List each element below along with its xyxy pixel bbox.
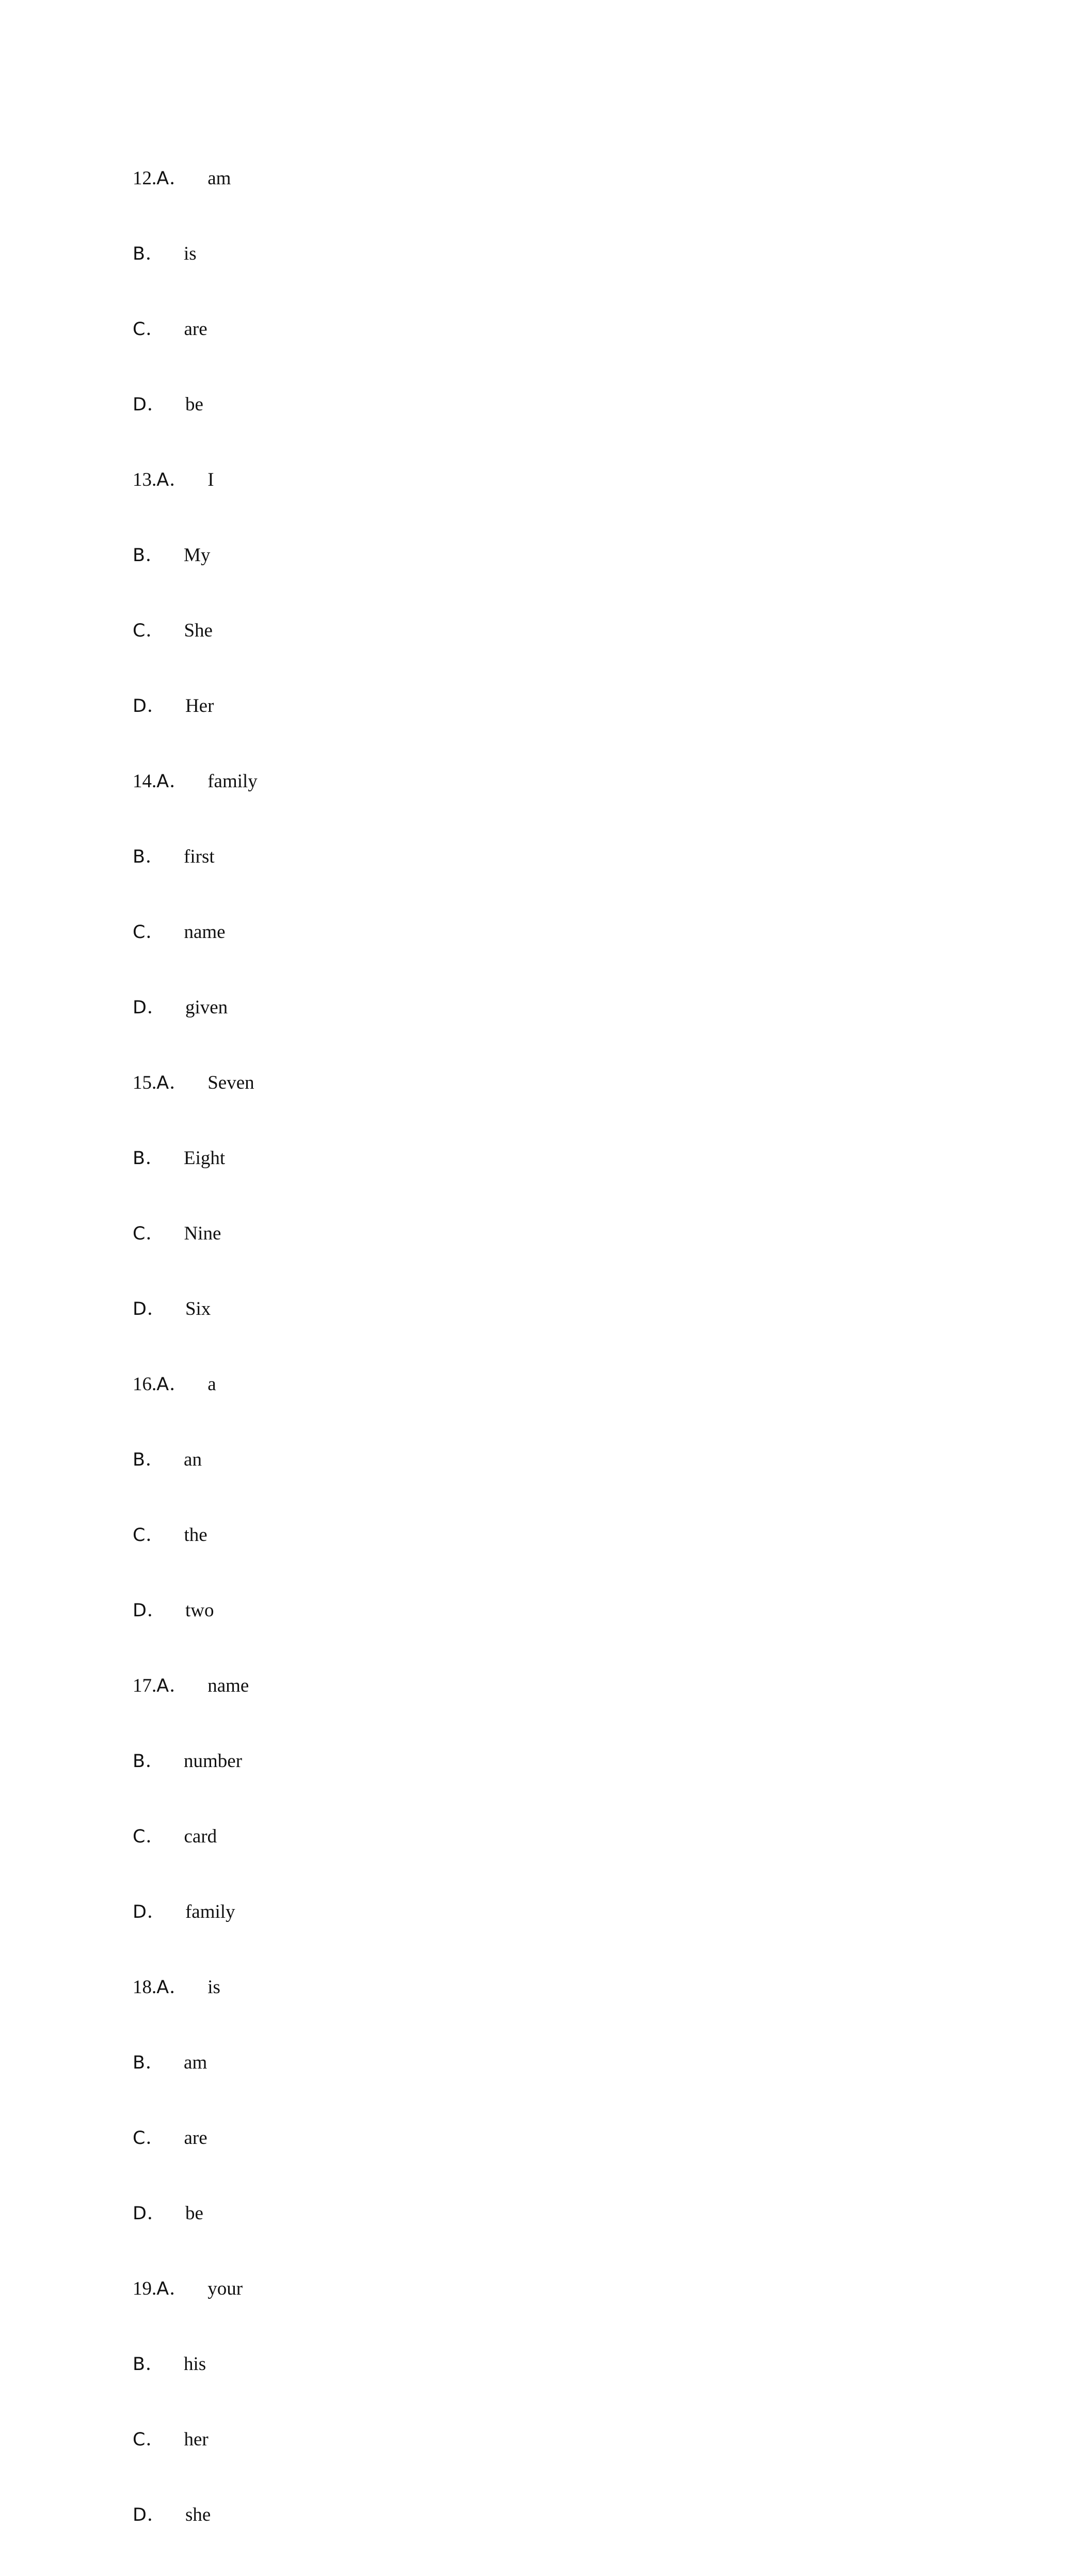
question-3-option-c [133, 1219, 258, 1295]
question-4-option-d [133, 1596, 258, 1672]
option-letter: A [156, 2279, 170, 2299]
option-separator: ． [147, 2203, 165, 2224]
question-5-option-a [133, 1672, 258, 1747]
option-letter: B [133, 545, 146, 566]
option-text: Nine [184, 1223, 221, 1244]
option-letter: A [156, 1977, 170, 1998]
option-separator: ． [169, 470, 188, 490]
option-letter: D [133, 997, 147, 1018]
option-separator: ． [147, 1299, 165, 1319]
option-separator: ． [146, 1450, 164, 1470]
question-2-option-d [133, 993, 258, 1069]
option-text: the [184, 1524, 207, 1546]
option-letter: C [133, 319, 146, 340]
question-7-option-d [133, 2501, 258, 2576]
option-text: are [184, 2127, 207, 2149]
option-text: number [184, 1751, 243, 1772]
option-letter: D [133, 696, 147, 717]
question-number: 16. [133, 1374, 157, 1395]
option-separator: ． [169, 168, 188, 189]
option-separator: ． [146, 1525, 164, 1546]
option-text: Her [185, 695, 214, 717]
option-letter: D [133, 1299, 147, 1319]
question-6-option-c [133, 2124, 258, 2199]
question-3-option-d [133, 1295, 258, 1370]
question-number: 15. [133, 1072, 157, 1093]
option-separator: ． [146, 1223, 164, 1244]
option-separator: ． [146, 621, 164, 641]
option-separator: ． [146, 2053, 164, 2073]
question-3-option-b [133, 1144, 258, 1219]
option-text: am [184, 2052, 207, 2073]
option-letter: B [133, 1751, 146, 1772]
option-separator: ． [146, 1148, 164, 1169]
question-number: 18. [133, 1977, 157, 1998]
option-text: family [207, 771, 258, 792]
option-separator: ． [169, 2279, 188, 2299]
option-separator: ． [146, 1751, 164, 1772]
option-text: Six [185, 1298, 211, 1319]
option-text: be [185, 394, 203, 415]
question-5-option-b [133, 1747, 258, 1822]
option-separator: ． [169, 1073, 188, 1093]
question-3-option-a [133, 1069, 258, 1144]
option-separator: ． [146, 2429, 164, 2450]
option-text: two [185, 1600, 214, 1621]
option-text: is [184, 243, 197, 264]
option-separator: ． [146, 922, 164, 943]
option-text: his [184, 2354, 206, 2375]
option-letter: B [133, 2053, 146, 2073]
question-7-option-a [133, 2275, 258, 2350]
question-2-option-a [133, 767, 258, 842]
option-letter: A [156, 1676, 170, 1696]
option-separator: ． [169, 1676, 188, 1696]
question-4-option-a [133, 1370, 258, 1445]
option-letter: C [133, 621, 146, 641]
option-letter: A [156, 168, 170, 189]
option-text: card [184, 1826, 217, 1847]
question-number: 17. [133, 1675, 157, 1696]
option-letter: B [133, 1450, 146, 1470]
question-7-option-b [133, 2350, 258, 2425]
option-letter: B [133, 244, 146, 264]
option-separator: ． [147, 394, 165, 415]
option-text: My [184, 545, 211, 566]
option-letter: C [133, 1525, 146, 1546]
option-letter: C [133, 2128, 146, 2149]
option-text: am [207, 168, 231, 189]
option-text: name [207, 1675, 249, 1696]
option-separator: ． [146, 244, 164, 264]
option-text: an [184, 1449, 202, 1470]
option-letter: D [133, 2203, 147, 2224]
option-separator: ． [147, 2505, 165, 2525]
question-1-option-d [133, 692, 258, 767]
option-text: name [184, 921, 226, 943]
option-text: first [184, 846, 215, 867]
option-letter: C [133, 1826, 146, 1847]
option-text: Eight [184, 1148, 226, 1169]
question-5-option-c [133, 1822, 258, 1898]
question-2-option-c [133, 918, 258, 993]
option-letter: A [156, 1073, 170, 1093]
option-letter: A [156, 1374, 170, 1395]
option-letter: D [133, 1902, 147, 1922]
option-text: her [184, 2429, 209, 2450]
question-5-option-d [133, 1898, 258, 1973]
option-text: family [185, 1901, 235, 1922]
option-text: your [207, 2278, 243, 2299]
option-letter: C [133, 1223, 146, 1244]
option-separator: ． [147, 696, 165, 717]
question-0-option-a [133, 164, 258, 240]
option-letter: D [133, 2505, 147, 2525]
question-number: 12. [133, 168, 157, 189]
question-1-option-c [133, 616, 258, 692]
question-number: 19. [133, 2278, 157, 2299]
option-separator: ． [146, 2128, 164, 2149]
option-letter: D [133, 394, 147, 415]
option-letter: A [156, 771, 170, 792]
question-6-option-a [133, 1973, 258, 2048]
question-0-option-d [133, 390, 258, 466]
option-text: a [207, 1374, 216, 1395]
option-separator: ． [147, 1902, 165, 1922]
question-2-option-b [133, 842, 258, 918]
option-text: given [185, 997, 228, 1018]
option-separator: ． [169, 1374, 188, 1395]
option-letter: B [133, 1148, 146, 1169]
option-text: are [184, 319, 207, 340]
question-6-option-d [133, 2199, 258, 2275]
question-0-option-b [133, 240, 258, 315]
option-text: be [185, 2203, 203, 2224]
option-separator: ． [146, 545, 164, 566]
question-4-option-b [133, 1445, 258, 1521]
option-letter: A [156, 470, 170, 490]
option-separator: ． [147, 1600, 165, 1621]
option-separator: ． [169, 771, 188, 792]
question-number: 14. [133, 771, 157, 792]
question-number: 13. [133, 469, 157, 490]
option-text: Seven [207, 1072, 254, 1093]
question-4-option-c [133, 1521, 258, 1596]
question-0-option-c [133, 315, 258, 390]
option-separator: ． [146, 2354, 164, 2375]
option-separator: ． [169, 1977, 188, 1998]
question-1-option-a [133, 466, 258, 541]
option-letter: C [133, 922, 146, 943]
option-text: she [185, 2504, 211, 2525]
option-letter: B [133, 2354, 146, 2375]
option-separator: ． [146, 319, 164, 340]
question-1-option-b [133, 541, 258, 616]
option-letter: C [133, 2429, 146, 2450]
option-text: is [207, 1977, 220, 1998]
option-letter: D [133, 1600, 147, 1621]
option-letter: B [133, 847, 146, 867]
question-list [133, 164, 258, 2576]
option-text: I [207, 469, 214, 490]
option-separator: ． [146, 847, 164, 867]
option-text: She [184, 620, 213, 641]
option-separator: ． [146, 1826, 164, 1847]
question-7-option-c [133, 2425, 258, 2501]
question-6-option-b [133, 2048, 258, 2124]
option-separator: ． [147, 997, 165, 1018]
